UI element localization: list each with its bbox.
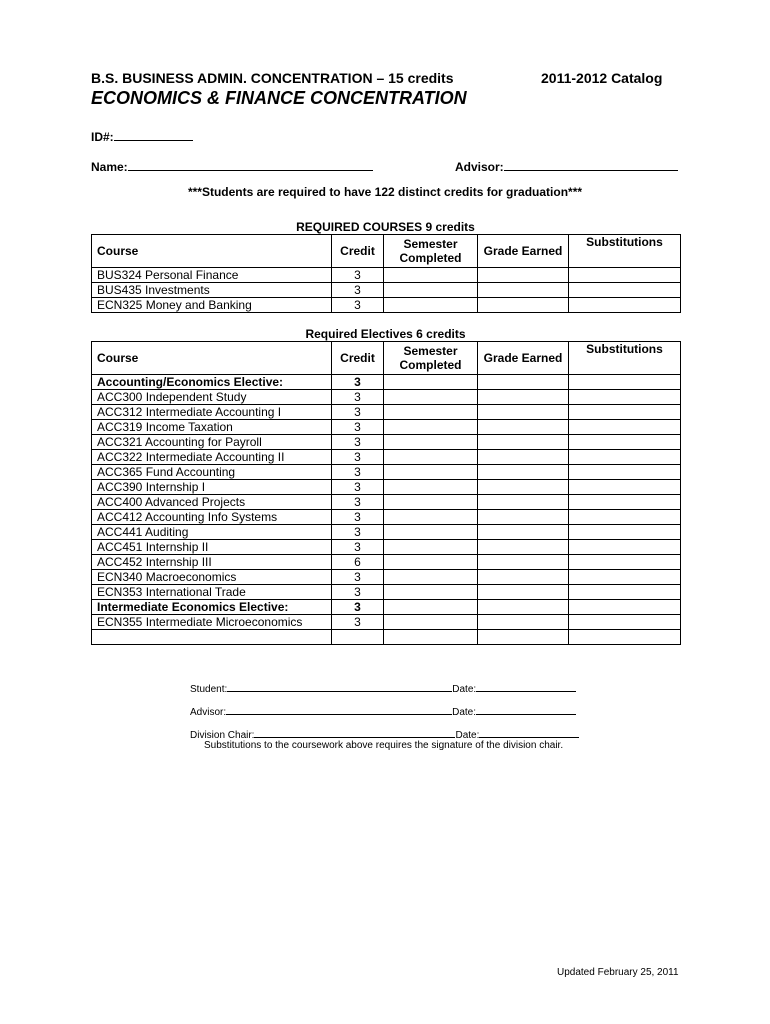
- substitutions-cell[interactable]: [569, 510, 681, 525]
- course-cell: ECN325 Money and Banking: [92, 298, 332, 313]
- grade-cell[interactable]: [478, 283, 569, 298]
- substitutions-cell[interactable]: [569, 465, 681, 480]
- grade-cell[interactable]: [478, 390, 569, 405]
- chair-signature-blank[interactable]: [254, 728, 455, 738]
- semester-cell[interactable]: [384, 298, 478, 313]
- course-cell: ECN340 Macroeconomics: [92, 570, 332, 585]
- grade-cell[interactable]: [478, 375, 569, 390]
- catalog-year: 2011-2012 Catalog: [541, 70, 663, 86]
- credit-cell: 3: [332, 585, 384, 600]
- grade-cell[interactable]: [478, 405, 569, 420]
- updated-date: Updated February 25, 2011: [557, 967, 679, 978]
- credit-cell: 3: [332, 600, 384, 615]
- course-cell: ACC452 Internship III: [92, 555, 332, 570]
- substitutions-cell[interactable]: [569, 405, 681, 420]
- advisor-date-blank[interactable]: [476, 705, 576, 715]
- credit-cell: 3: [332, 390, 384, 405]
- substitutions-cell[interactable]: [569, 630, 681, 645]
- substitutions-cell[interactable]: [569, 495, 681, 510]
- substitutions-cell[interactable]: [569, 615, 681, 630]
- credit-cell: 3: [332, 525, 384, 540]
- substitutions-cell[interactable]: [569, 375, 681, 390]
- grade-cell[interactable]: [478, 615, 569, 630]
- semester-cell[interactable]: [384, 615, 478, 630]
- student-label: Student:: [190, 684, 228, 695]
- grade-cell[interactable]: [478, 495, 569, 510]
- credit-cell: 3: [332, 540, 384, 555]
- grade-cell[interactable]: [478, 480, 569, 495]
- date-label: Date:: [455, 730, 480, 741]
- course-cell: ACC312 Intermediate Accounting I: [92, 405, 332, 420]
- grade-cell[interactable]: [478, 268, 569, 283]
- grade-cell[interactable]: [478, 510, 569, 525]
- credit-cell: 3: [332, 450, 384, 465]
- course-cell: BUS435 Investments: [92, 283, 332, 298]
- course-cell: ECN355 Intermediate Microeconomics: [92, 615, 332, 630]
- id-label: ID#:: [91, 130, 114, 144]
- course-cell: ACC412 Accounting Info Systems: [92, 510, 332, 525]
- table-row: [92, 435, 681, 450]
- grade-cell[interactable]: [478, 585, 569, 600]
- semester-cell[interactable]: [384, 268, 478, 283]
- table-row: [92, 390, 681, 405]
- semester-cell[interactable]: [384, 375, 478, 390]
- table-row: [92, 420, 681, 435]
- table-row: [92, 450, 681, 465]
- semester-cell[interactable]: [384, 465, 478, 480]
- grade-header: Grade Earned: [478, 342, 569, 375]
- substitutions-header: Substitutions: [569, 235, 681, 268]
- course-header: Course: [92, 235, 332, 268]
- credit-cell: 3: [332, 268, 384, 283]
- semester-cell[interactable]: [384, 540, 478, 555]
- credit-cell: 3: [332, 298, 384, 313]
- student-signature-blank[interactable]: [227, 682, 452, 692]
- course-cell: ACC322 Intermediate Accounting II: [92, 450, 332, 465]
- semester-cell[interactable]: [384, 495, 478, 510]
- course-cell: Accounting/Economics Elective:: [92, 375, 332, 390]
- semester-cell[interactable]: [384, 630, 478, 645]
- credit-cell: 3: [332, 435, 384, 450]
- grade-cell[interactable]: [478, 465, 569, 480]
- substitutions-cell[interactable]: [569, 390, 681, 405]
- table-row: [92, 465, 681, 480]
- name-label: Name:: [91, 160, 128, 174]
- course-header: Course: [92, 342, 332, 375]
- substitutions-cell[interactable]: [569, 450, 681, 465]
- credit-cell: 6: [332, 555, 384, 570]
- semester-cell[interactable]: [384, 405, 478, 420]
- substitutions-cell[interactable]: [569, 585, 681, 600]
- grade-cell[interactable]: [478, 525, 569, 540]
- grade-cell[interactable]: [478, 450, 569, 465]
- credit-header: Credit: [332, 342, 384, 375]
- course-cell: ACC300 Independent Study: [92, 390, 332, 405]
- semester-cell[interactable]: [384, 283, 478, 298]
- substitutions-cell[interactable]: [569, 283, 681, 298]
- credit-cell: 3: [332, 615, 384, 630]
- semester-header: Semester Completed: [384, 235, 478, 268]
- table-row: [92, 283, 681, 298]
- credit-cell: 3: [332, 420, 384, 435]
- grade-cell[interactable]: [478, 298, 569, 313]
- table-row: [92, 540, 681, 555]
- chair-date-blank[interactable]: [479, 728, 579, 738]
- substitution-note: Substitutions to the coursework above requires the signature of the division chair.: [204, 740, 564, 751]
- substitutions-cell[interactable]: [569, 298, 681, 313]
- course-cell: ACC321 Accounting for Payroll: [92, 435, 332, 450]
- course-cell: ACC390 Internship I: [92, 480, 332, 495]
- course-cell: BUS324 Personal Finance: [92, 268, 332, 283]
- semester-cell[interactable]: [384, 420, 478, 435]
- grade-cell[interactable]: [478, 555, 569, 570]
- table-row: [92, 480, 681, 495]
- table-row: [92, 298, 681, 313]
- table-row: [92, 615, 681, 630]
- advisor-label: Advisor:: [455, 160, 504, 174]
- substitutions-cell[interactable]: [569, 525, 681, 540]
- substitutions-cell[interactable]: [569, 555, 681, 570]
- semester-cell[interactable]: [384, 450, 478, 465]
- table-header-row: [92, 235, 681, 268]
- credit-cell: [332, 630, 384, 645]
- substitutions-header: Substitutions: [569, 342, 681, 375]
- substitutions-cell[interactable]: [569, 268, 681, 283]
- semester-cell[interactable]: [384, 570, 478, 585]
- credit-cell: 3: [332, 405, 384, 420]
- course-cell: ACC365 Fund Accounting: [92, 465, 332, 480]
- credit-cell: 3: [332, 283, 384, 298]
- id-blank[interactable]: [114, 128, 193, 141]
- advisor-signature-line[interactable]: [190, 705, 576, 718]
- credit-cell: 3: [332, 570, 384, 585]
- advisor-sig-label: Advisor:: [190, 707, 227, 718]
- required-courses-title: REQUIRED COURSES 9 credits: [296, 220, 475, 234]
- semester-cell[interactable]: [384, 435, 478, 450]
- advisor-field[interactable]: [455, 158, 678, 174]
- grade-header: Grade Earned: [478, 235, 569, 268]
- grade-cell[interactable]: [478, 420, 569, 435]
- course-cell: Intermediate Economics Elective:: [92, 600, 332, 615]
- semester-cell[interactable]: [384, 390, 478, 405]
- substitutions-cell[interactable]: [569, 435, 681, 450]
- table-row: [92, 555, 681, 570]
- substitutions-cell[interactable]: [569, 420, 681, 435]
- course-cell: ACC451 Internship II: [92, 540, 332, 555]
- course-cell: [92, 630, 332, 645]
- page-title: ECONOMICS & FINANCE CONCENTRATION: [91, 88, 467, 108]
- credit-cell: 3: [332, 495, 384, 510]
- advisor-signature-blank[interactable]: [226, 705, 452, 715]
- credit-cell: 3: [332, 480, 384, 495]
- concentration-heading: B.S. BUSINESS ADMIN. CONCENTRATION – 15 credits: [91, 70, 454, 86]
- name-field[interactable]: [91, 158, 373, 174]
- chair-label: Division Chair:: [190, 730, 255, 741]
- id-field[interactable]: [91, 128, 193, 144]
- table-row: [92, 600, 681, 615]
- student-signature-line[interactable]: [190, 682, 576, 695]
- semester-cell[interactable]: [384, 585, 478, 600]
- grade-cell[interactable]: [478, 600, 569, 615]
- substitutions-cell[interactable]: [569, 540, 681, 555]
- table-row: [92, 585, 681, 600]
- substitutions-cell[interactable]: [569, 570, 681, 585]
- electives-table: [91, 341, 681, 645]
- credit-header: Credit: [332, 235, 384, 268]
- table-row: [92, 570, 681, 585]
- table-row: [92, 495, 681, 510]
- grade-cell[interactable]: [478, 630, 569, 645]
- course-cell: ACC400 Advanced Projects: [92, 495, 332, 510]
- electives-title: Required Electives 6 credits: [305, 327, 466, 341]
- semester-cell[interactable]: [384, 600, 478, 615]
- advisor-blank[interactable]: [504, 158, 678, 171]
- credit-cell: 3: [332, 510, 384, 525]
- course-cell: ACC319 Income Taxation: [92, 420, 332, 435]
- student-date-blank[interactable]: [476, 682, 576, 692]
- grade-cell[interactable]: [478, 435, 569, 450]
- table-header-row: [92, 342, 681, 375]
- date-label: Date:: [452, 684, 477, 695]
- semester-cell[interactable]: [384, 480, 478, 495]
- grade-cell[interactable]: [478, 540, 569, 555]
- grade-cell[interactable]: [478, 570, 569, 585]
- substitutions-cell[interactable]: [569, 480, 681, 495]
- semester-cell[interactable]: [384, 525, 478, 540]
- credit-cell: 3: [332, 465, 384, 480]
- required-courses-table: [91, 234, 681, 313]
- table-row: [92, 375, 681, 390]
- semester-cell[interactable]: [384, 510, 478, 525]
- table-row: [92, 268, 681, 283]
- course-cell: ECN353 International Trade: [92, 585, 332, 600]
- name-blank[interactable]: [128, 158, 373, 171]
- table-row: [92, 510, 681, 525]
- graduation-notice: ***Students are required to have 122 distinct credits for graduation***: [187, 185, 583, 199]
- table-row: [92, 630, 681, 645]
- credit-cell: 3: [332, 375, 384, 390]
- course-cell: ACC441 Auditing: [92, 525, 332, 540]
- semester-cell[interactable]: [384, 555, 478, 570]
- table-row: [92, 405, 681, 420]
- table-row: [92, 525, 681, 540]
- date-label: Date:: [452, 707, 477, 718]
- semester-header: Semester Completed: [384, 342, 478, 375]
- substitutions-cell[interactable]: [569, 600, 681, 615]
